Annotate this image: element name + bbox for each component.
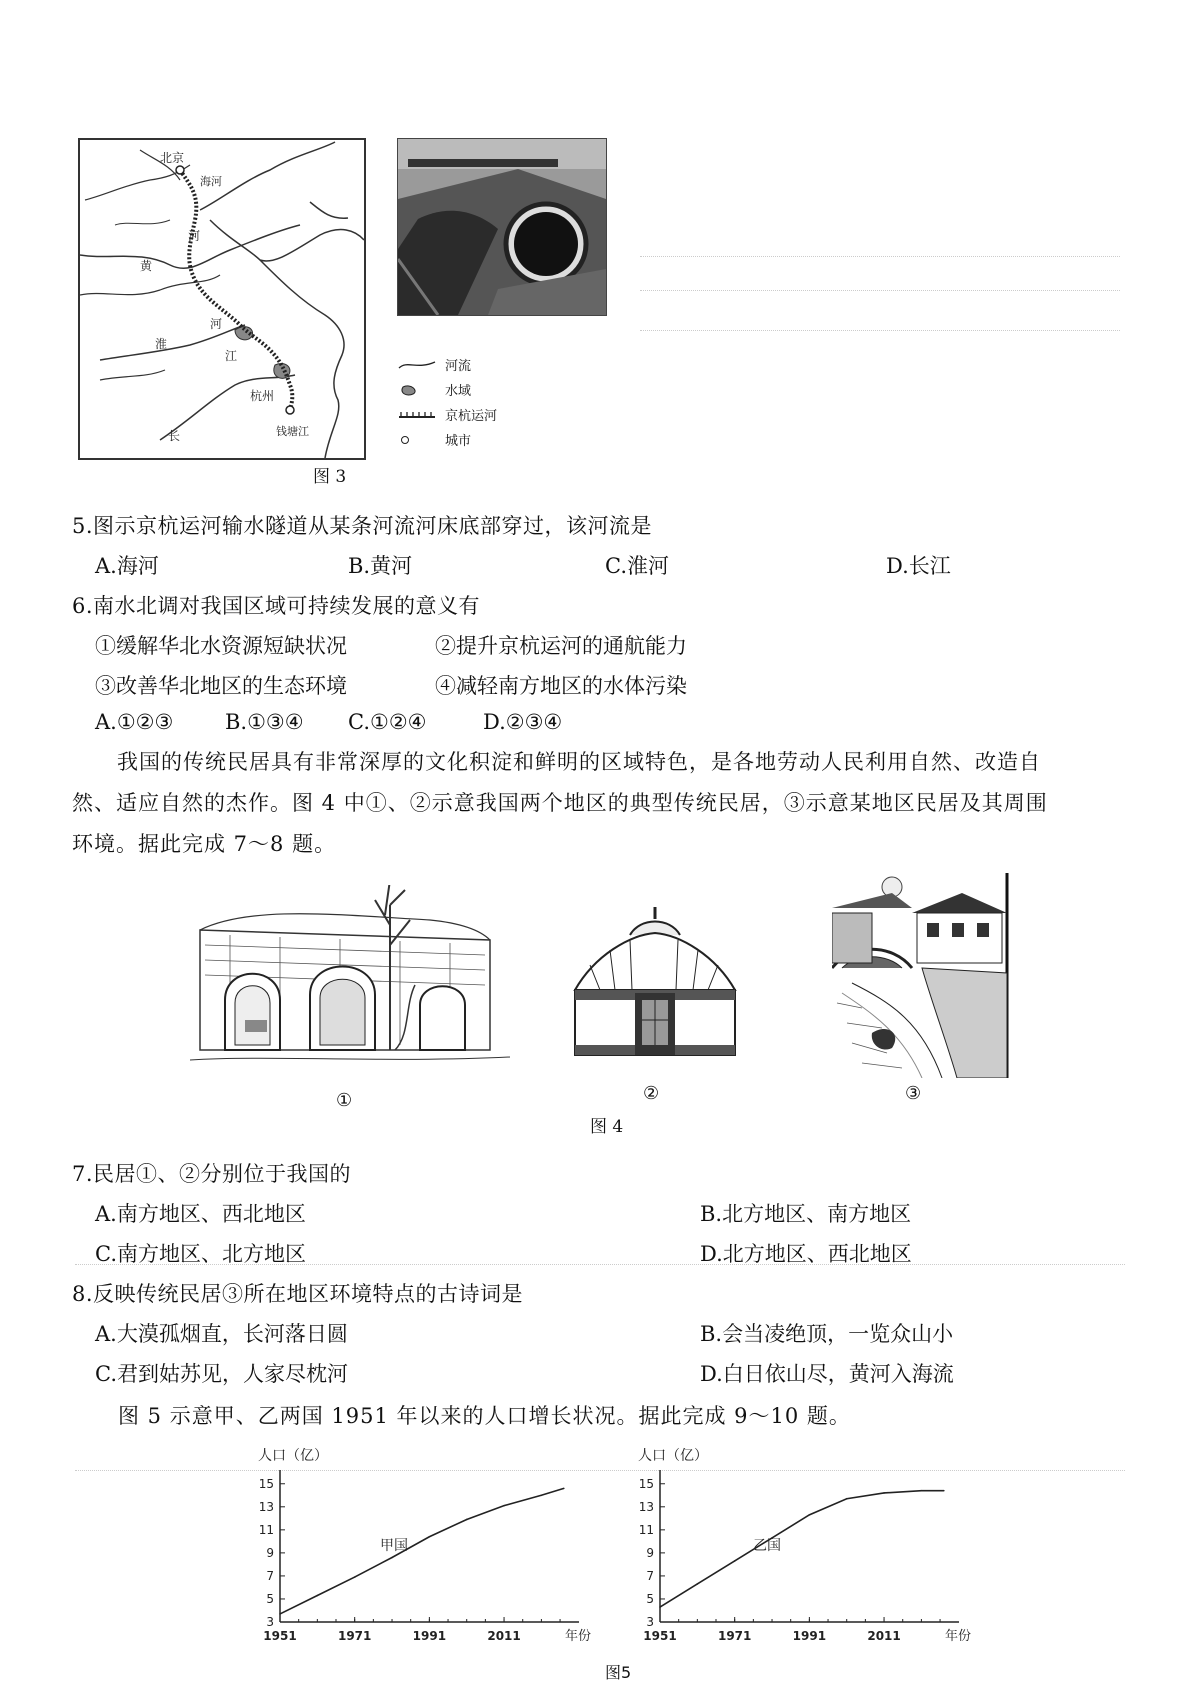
q6-item-3: ③改善华北地区的生态环境 xyxy=(95,674,347,698)
fig4-label-1: ① xyxy=(336,1090,353,1111)
y-tick-label: 3 xyxy=(646,1615,654,1629)
data-point xyxy=(809,1514,811,1516)
y-tick-label: 11 xyxy=(638,1522,654,1537)
x-tick-label: 1951 xyxy=(263,1629,297,1643)
q6-item-2: ②提升京杭运河的通航能力 xyxy=(435,634,687,658)
passage-2: 图 5 示意甲、乙两国 1951 年以来的人口增长状况。据此完成 9～10 题。 xyxy=(118,1404,851,1428)
fig3-legend xyxy=(397,352,557,452)
q5-stem: 5.图示京杭运河输水隧道从某条河流河床底部穿过，该河流是 xyxy=(72,514,653,538)
q8-option-a[interactable]: A.大漠孤烟直，长河落日圆 xyxy=(95,1322,348,1346)
passage-1 xyxy=(72,742,1132,865)
y-tick-label: 15 xyxy=(638,1476,654,1491)
map-label-jiang: 江 xyxy=(225,349,238,363)
y-tick-label: 11 xyxy=(258,1522,274,1537)
legend-label: 河流 xyxy=(445,359,472,374)
dotted-line xyxy=(640,330,1120,331)
x-tick-label: 1991 xyxy=(412,1629,447,1643)
map-label-huang: 黄 xyxy=(140,259,153,273)
y-tick-label: 5 xyxy=(266,1591,274,1606)
legend-label: 京杭运河 xyxy=(445,409,498,424)
q6-item-4: ④减轻南方地区的水体污染 xyxy=(435,674,687,698)
data-point xyxy=(279,1613,281,1615)
x-axis-label: 年份 xyxy=(565,1629,592,1644)
map-label-he1: 河 xyxy=(188,229,201,243)
map-label-chang: 长 xyxy=(168,429,181,443)
legend-item xyxy=(397,352,557,377)
fig3-map xyxy=(78,138,366,460)
series-label: 乙国 xyxy=(753,1538,781,1554)
data-point xyxy=(659,1606,661,1608)
map-label-beijing: 北京 xyxy=(160,151,185,165)
population-chart-jia xyxy=(245,1440,605,1655)
data-point xyxy=(317,1595,319,1597)
passage-1-line: 我国的传统民居具有非常深厚的文化积淀和鲜明的区域特色，是各地劳动人民利用自然、改造自 xyxy=(117,750,1041,774)
x-tick-label: 1951 xyxy=(643,1629,677,1643)
canal-line-icon xyxy=(397,408,437,422)
fig5-caption: 图5 xyxy=(605,1663,632,1682)
population-line xyxy=(280,1488,564,1614)
city-circle-icon xyxy=(397,433,437,447)
data-point xyxy=(429,1536,431,1538)
q7-option-a[interactable]: A.南方地区、西北地区 xyxy=(95,1202,306,1226)
q6-option-a[interactable]: A.①②③ xyxy=(95,710,174,734)
water-area-icon xyxy=(397,383,437,397)
q8-stem: 8.反映传统民居③所在地区环境特点的古诗词是 xyxy=(72,1282,524,1306)
q5-option-a[interactable]: A.海河 xyxy=(95,554,159,578)
data-point xyxy=(541,1494,543,1496)
passage-1-line: 然、适应自然的杰作。图 4 中①、②示意我国两个地区的典型传统民居，③示意某地区民居及其周围 xyxy=(72,791,1048,815)
data-point xyxy=(391,1557,393,1559)
y-tick-label: 15 xyxy=(258,1476,274,1491)
passage-1-line: 环境。据此完成 7～8 题。 xyxy=(72,832,337,856)
map-label-he2: 河 xyxy=(210,317,223,331)
data-point xyxy=(563,1488,565,1490)
y-axis-label: 人口（亿） xyxy=(258,1448,328,1464)
y-axis-label: 人口（亿） xyxy=(638,1448,708,1464)
data-point xyxy=(921,1490,923,1492)
legend-label: 水域 xyxy=(445,384,472,399)
q8-option-d[interactable]: D.白日依山尽，黄河入海流 xyxy=(700,1362,954,1386)
q8-option-c[interactable]: C.君到姑苏见，人家尽枕河 xyxy=(95,1362,348,1386)
x-tick-label: 2011 xyxy=(867,1629,901,1643)
q5-option-c[interactable]: C.淮河 xyxy=(605,554,669,578)
data-point xyxy=(846,1498,848,1500)
water-town-drawing xyxy=(832,873,1010,1078)
cave-dwelling-drawing xyxy=(190,885,510,1075)
y-tick-label: 9 xyxy=(266,1545,274,1560)
q5-option-d[interactable]: D.长江 xyxy=(886,554,951,578)
q7-stem: 7.民居①、②分别位于我国的 xyxy=(72,1162,352,1186)
x-tick-label: 2011 xyxy=(487,1629,521,1643)
series-label: 甲国 xyxy=(380,1538,408,1554)
data-point xyxy=(734,1560,736,1562)
data-point xyxy=(883,1492,885,1494)
tunnel-photo xyxy=(397,138,607,316)
data-point xyxy=(943,1490,945,1492)
fig4-label-3: ③ xyxy=(905,1083,922,1104)
legend-item xyxy=(397,402,557,427)
y-tick-label: 7 xyxy=(646,1568,654,1583)
q5-option-b[interactable]: B.黄河 xyxy=(348,554,413,578)
y-tick-label: 9 xyxy=(646,1545,654,1560)
q7-option-b[interactable]: B.北方地区、南方地区 xyxy=(700,1202,912,1226)
y-tick-label: 13 xyxy=(638,1499,654,1514)
legend-label: 城市 xyxy=(445,434,472,449)
population-line xyxy=(660,1491,944,1607)
y-tick-label: 13 xyxy=(258,1499,274,1514)
fig3-caption: 图 3 xyxy=(313,467,347,487)
data-point xyxy=(466,1519,468,1521)
q7-option-c[interactable]: C.南方地区、北方地区 xyxy=(95,1242,306,1266)
y-tick-label: 7 xyxy=(266,1568,274,1583)
fig4-label-2: ② xyxy=(643,1083,660,1104)
q6-option-c[interactable]: C.①②④ xyxy=(348,710,427,734)
dotted-line xyxy=(640,290,1120,291)
y-tick-label: 3 xyxy=(266,1615,274,1629)
yurt-drawing xyxy=(570,905,740,1065)
y-tick-label: 5 xyxy=(646,1591,654,1606)
map-label-qiantangjiang: 钱塘江 xyxy=(276,425,309,438)
q6-item-1: ①缓解华北水资源短缺状况 xyxy=(95,634,347,658)
map-label-huai: 淮 xyxy=(155,337,168,351)
river-line-icon xyxy=(397,358,437,372)
q8-option-b[interactable]: B.会当凌绝顶，一览众山小 xyxy=(700,1322,954,1346)
population-chart-yi xyxy=(625,1440,985,1655)
data-point xyxy=(354,1576,356,1578)
q6-option-d[interactable]: D.②③④ xyxy=(483,710,563,734)
legend-item xyxy=(397,427,557,452)
data-point xyxy=(503,1505,505,1507)
map-label-haihe: 海河 xyxy=(200,175,222,188)
x-axis-label: 年份 xyxy=(945,1629,972,1644)
legend-item xyxy=(397,377,557,402)
q7-option-d[interactable]: D.北方地区、西北地区 xyxy=(700,1242,912,1266)
x-tick-label: 1971 xyxy=(717,1629,752,1643)
q6-stem: 6.南水北调对我国区域可持续发展的意义有 xyxy=(72,594,481,618)
map-label-hangzhou: 杭州 xyxy=(250,389,275,403)
q6-option-b[interactable]: B.①③④ xyxy=(225,710,304,734)
x-tick-label: 1991 xyxy=(792,1629,827,1643)
fig4-caption: 图 4 xyxy=(590,1117,624,1137)
data-point xyxy=(697,1583,699,1585)
dotted-line xyxy=(640,256,1120,257)
x-tick-label: 1971 xyxy=(337,1629,372,1643)
